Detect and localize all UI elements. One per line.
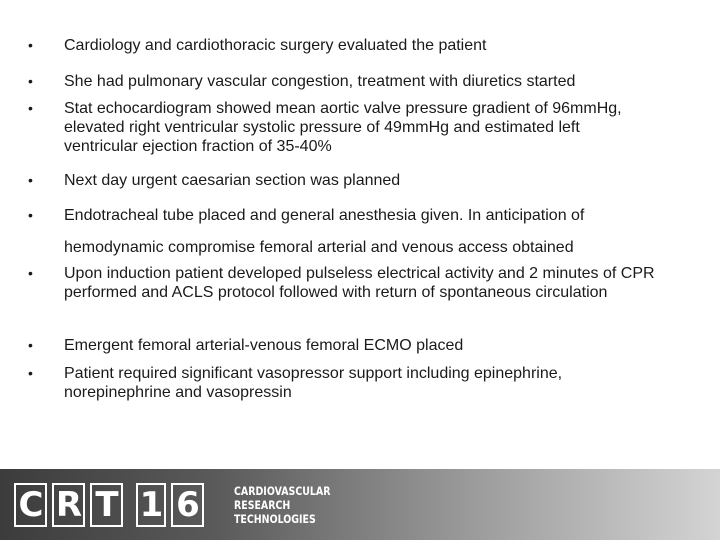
bullet-marker: • [28, 37, 33, 53]
bullet-text: Cardiology and cardiothoracic surgery evaluated the patient [64, 37, 487, 54]
logo-tagline [234, 484, 330, 526]
logo-letter: T [90, 483, 123, 527]
bullet-text: She had pulmonary vascular congestion, treatment with diuretics started [64, 73, 576, 90]
bullet-marker: • [28, 207, 33, 223]
bullet-text: Stat echocardiogram showed mean aortic valve pressure gradient of 96mmHg, elevated right ventricular systolic pressure of 49mmHg and estimated left ventricular ejection fraction of 35-40% [64, 100, 622, 155]
bullet-marker: • [28, 265, 33, 281]
crt16-logo [14, 483, 209, 529]
bullet-text: Endotracheal tube placed and general anesthesia given. In anticipation of [64, 207, 585, 224]
footer-banner [0, 469, 720, 540]
bullet-text: hemodynamic compromise femoral arterial and venous access obtained [64, 239, 574, 256]
bullet-item [28, 206, 698, 225]
bullet-item [28, 336, 698, 355]
bullet-item [28, 72, 698, 91]
bullet-text: Next day urgent caesarian section was planned [64, 172, 401, 189]
logo-letter: 6 [171, 483, 204, 527]
bullet-item [28, 171, 698, 190]
bullet-item [28, 364, 698, 402]
bullet-text: Upon induction patient developed pulseless electrical activity and 2 minutes of CPR performed and ACLS protocol followed with return of spontaneous circulation [64, 265, 655, 301]
tagline-line: CARDIOVASCULAR [234, 484, 331, 498]
bullet-continuation [64, 238, 704, 257]
bullet-item [28, 36, 698, 55]
tagline-line: RESEARCH [234, 498, 291, 512]
tagline-line: TECHNOLOGIES [234, 512, 316, 526]
bullet-marker: • [28, 172, 33, 188]
logo-letter: C [14, 483, 47, 527]
logo-letter: 1 [136, 483, 166, 527]
bullet-marker: • [28, 100, 33, 116]
bullet-item [28, 99, 698, 156]
bullet-item [28, 264, 698, 302]
bullet-marker: • [28, 73, 33, 89]
logo-letter: R [52, 483, 85, 527]
bullet-text: Emergent femoral arterial-venous femoral ECMO placed [64, 337, 464, 354]
bullet-text: Patient required significant vasopressor support including epinephrine, norepinephrine and vasopressin [64, 365, 563, 401]
bullet-marker: • [28, 365, 33, 381]
bullet-marker: • [28, 337, 33, 353]
